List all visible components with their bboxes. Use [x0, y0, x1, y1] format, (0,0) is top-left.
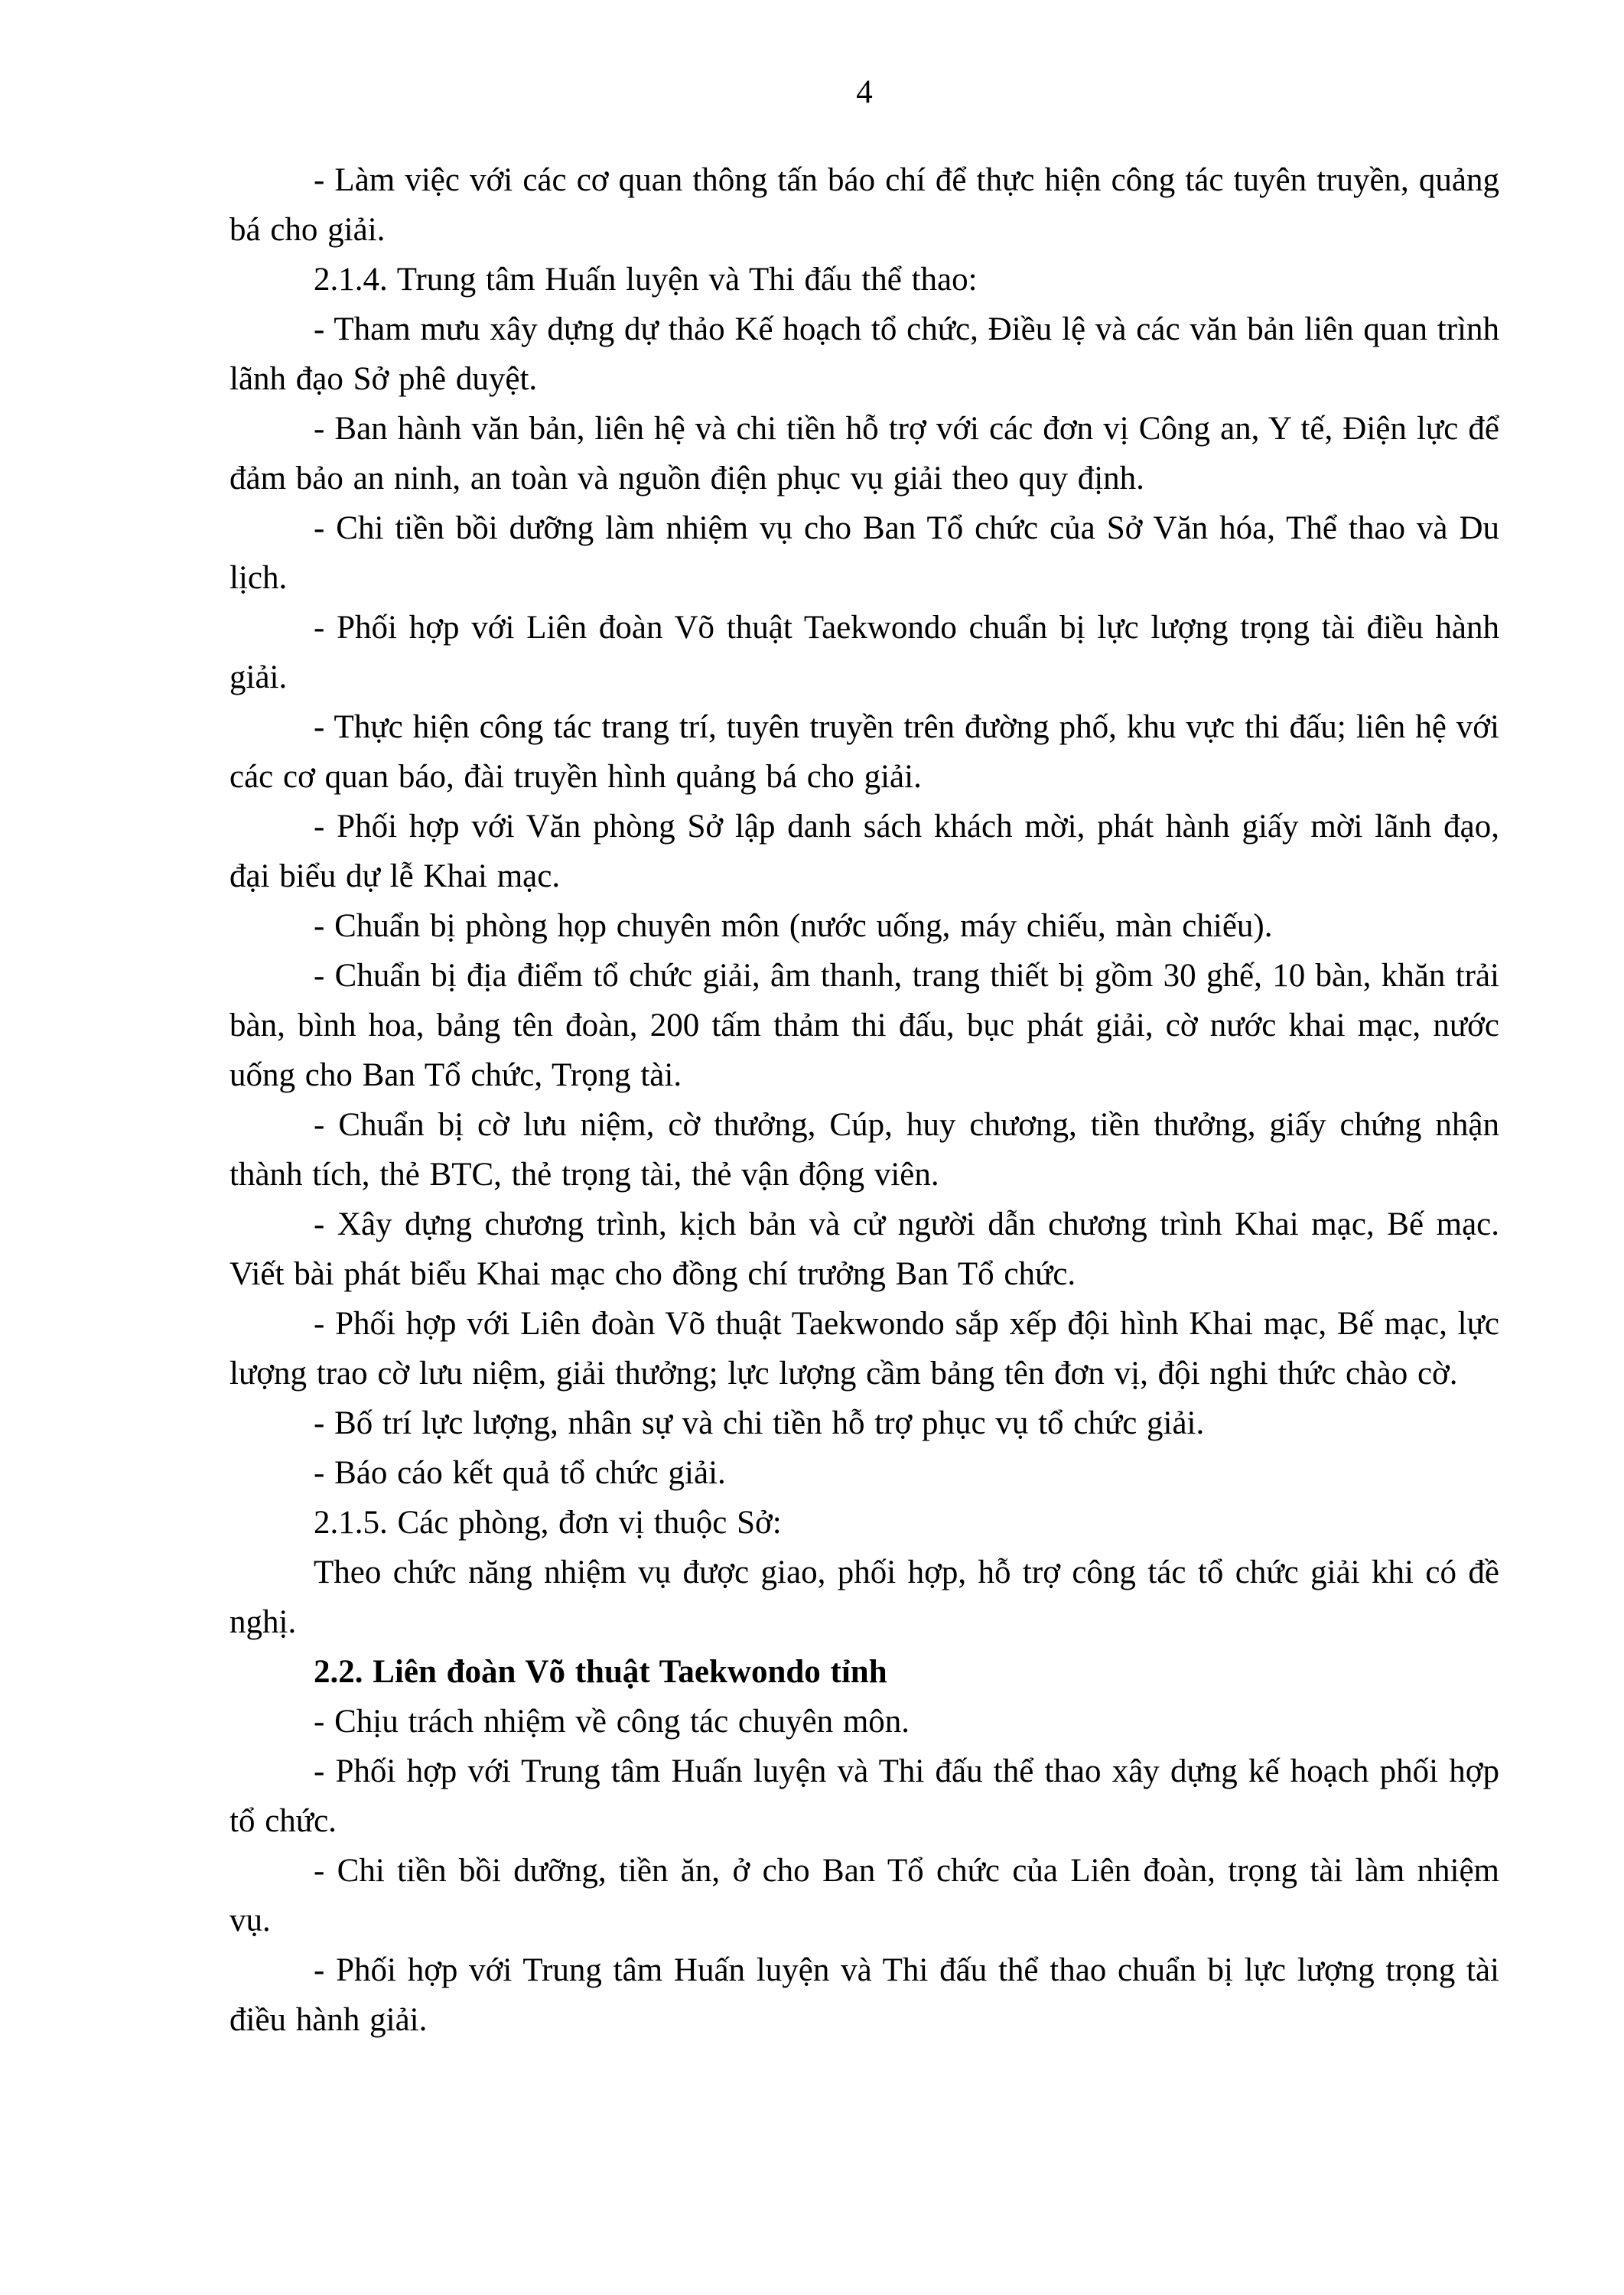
paragraph: - Chi tiền bồi dưỡng làm nhiệm vụ cho Ban Tổ chức của Sở Văn hóa, Thể thao và Du lịch.	[229, 510, 1499, 596]
paragraph: - Xây dựng chương trình, kịch bản và cử người dẫn chương trình Khai mạc, Bế mạc. Viết bài phát biểu Khai mạc cho đồng chí trưởng Ban Tổ chức.	[229, 1206, 1499, 1292]
paragraph: - Tham mưu xây dựng dự thảo Kế hoạch tổ chức, Điều lệ và các văn bản liên quan trình lãnh đạo Sở phê duyệt.	[229, 311, 1499, 397]
paragraph: - Ban hành văn bản, liên hệ và chi tiền hỗ trợ với các đơn vị Công an, Y tế, Điện lực để đảm bảo an ninh, an toàn và nguồn điện phục vụ giải theo quy định.	[229, 411, 1499, 496]
paragraph: - Chuẩn bị phòng họp chuyên môn (nước uống, máy chiếu, màn chiếu).	[314, 908, 1273, 944]
paragraph: - Phối hợp với Văn phòng Sở lập danh sách khách mời, phát hành giấy mời lãnh đạo, đại biểu dự lễ Khai mạc.	[229, 809, 1499, 894]
paragraph: - Thực hiện công tác trang trí, tuyên truyền trên đường phố, khu vực thi đấu; liên hệ với các cơ quan báo, đài truyền hình quảng bá cho giải.	[229, 709, 1499, 795]
page-number: 4	[856, 74, 873, 110]
paragraph: 2.1.5. Các phòng, đơn vị thuộc Sở:	[314, 1505, 782, 1541]
paragraph: - Chi tiền bồi dưỡng, tiền ăn, ở cho Ban Tổ chức của Liên đoàn, trọng tài làm nhiệm vụ.	[229, 1853, 1499, 1939]
paragraph: - Phối hợp với Liên đoàn Võ thuật Taekwondo chuẩn bị lực lượng trọng tài điều hành giải.	[229, 610, 1499, 695]
paragraph: - Phối hợp với Trung tâm Huấn luyện và Thi đấu thể thao chuẩn bị lực lượng trọng tài điều hành giải.	[229, 1952, 1499, 2038]
paragraph: - Chuẩn bị địa điểm tổ chức giải, âm thanh, trang thiết bị gồm 30 ghế, 10 bàn, khăn trải bàn, bình hoa, bảng tên đoàn, 200 tấm thảm thi đấu, bục phát giải, cờ nước khai mạc, nước uống cho Ban Tổ chức, Trọng tài.	[229, 958, 1499, 1093]
paragraph: - Bố trí lực lượng, nhân sự và chi tiền hỗ trợ phục vụ tổ chức giải.	[314, 1405, 1205, 1441]
paragraph: - Phối hợp với Trung tâm Huấn luyện và Thi đấu thể thao xây dựng kế hoạch phối hợp tổ chức.	[229, 1753, 1499, 1839]
paragraph: - Chuẩn bị cờ lưu niệm, cờ thưởng, Cúp, huy chương, tiền thưởng, giấy chứng nhận thành tích, thẻ BTC, thẻ trọng tài, thẻ vận động viên.	[229, 1107, 1499, 1193]
paragraph: 2.1.4. Trung tâm Huấn luyện và Thi đấu thể thao:	[314, 262, 978, 298]
document-body	[229, 155, 1499, 2045]
paragraph: Theo chức năng nhiệm vụ được giao, phối hợp, hỗ trợ công tác tổ chức giải khi có đề nghị.	[229, 1554, 1499, 1640]
paragraph: - Phối hợp với Liên đoàn Võ thuật Taekwondo sắp xếp đội hình Khai mạc, Bế mạc, lực lượng trao cờ lưu niệm, giải thưởng; lực lượng cầm bảng tên đơn vị, đội nghi thức chào cờ.	[229, 1306, 1499, 1392]
paragraph: 2.2. Liên đoàn Võ thuật Taekwondo tỉnh	[314, 1654, 887, 1690]
paragraph: - Chịu trách nhiệm về công tác chuyên môn.	[314, 1704, 910, 1740]
paragraph: - Làm việc với các cơ quan thông tấn báo chí để thực hiện công tác tuyên truyền, quảng bá cho giải.	[229, 162, 1499, 248]
paragraph: - Báo cáo kết quả tổ chức giải.	[314, 1455, 726, 1491]
